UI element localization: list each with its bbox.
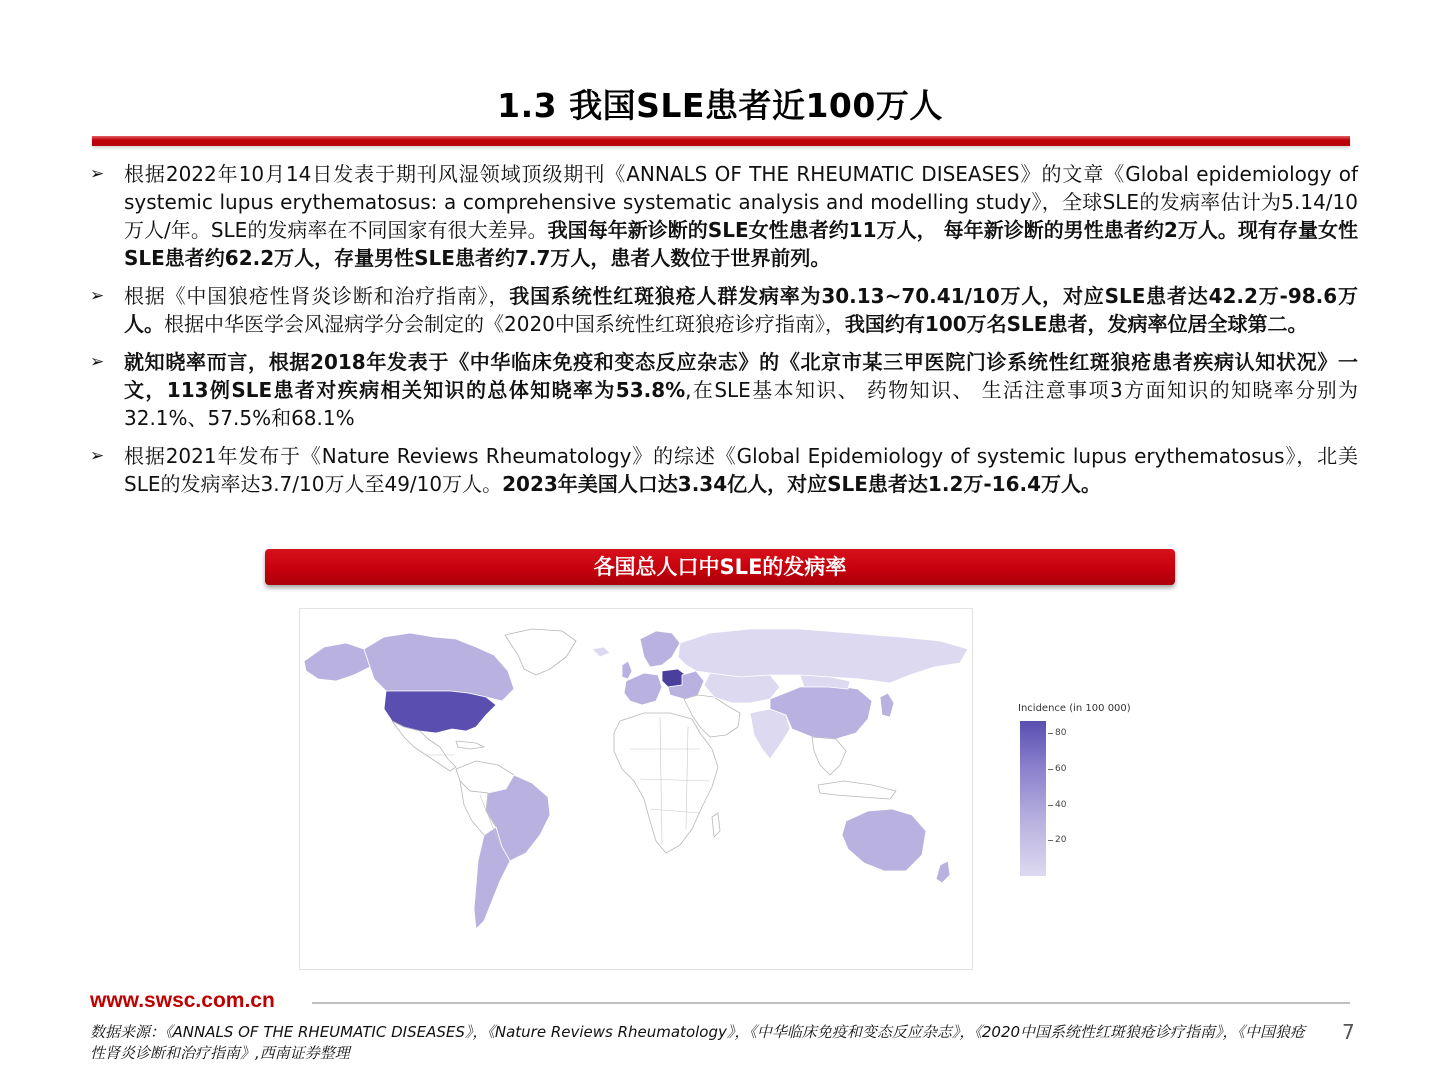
map-india: [750, 709, 790, 759]
legend-tick: [1048, 840, 1053, 841]
footer-divider: [312, 1002, 1350, 1004]
bullet-text-bold: 就知晓率而言，根据2018年发表于《中华临床免疫和变态反应杂志》的《北京市某三甲医院门诊系统性红斑狼疮患者疾病认知状况》一文，113例SLE患者对疾病相关知识的总体知晓率为53.8%: [124, 350, 1358, 402]
map-japan: [880, 693, 894, 717]
bullet-item: [90, 442, 1358, 498]
bullet-item: [90, 160, 1358, 272]
map-caribbean: [456, 741, 484, 749]
world-map: [299, 608, 973, 970]
bullet-arrow-icon: ➢: [90, 352, 105, 372]
page-number: 7: [1342, 1020, 1355, 1044]
map-madagascar: [712, 813, 720, 837]
map-new-zealand: [936, 861, 950, 883]
bullet-text-bold: 我国约有100万名SLE患者，发病率位居全球第二。: [844, 312, 1308, 336]
legend-title: Incidence (in 100 000): [1018, 703, 1131, 714]
bullet-arrow-icon: ➢: [90, 286, 105, 306]
legend-color-bar: [1020, 721, 1046, 876]
footer-source-note: 数据来源：《ANNALS OF THE RHEUMATIC DISEASES》，《Nature Reviews Rheumatology》，《中华临床免疫和变态反应杂志》，《2020中国系统性红斑狼疮诊疗指南》，《中国狼疮性肾炎诊断和治疗指南》,西南证券整理: [90, 1023, 1306, 1062]
map-indonesia: [818, 781, 896, 799]
bullet-item: [90, 348, 1358, 432]
bullet-text: 根据2022年10月14日发表于期刊风湿领域顶级期刊《ANNALS OF THE RHEUMATIC DISEASES》的文章《Global epidemiology of systemic lupus erythematosus: a comprehensive systematic analysis and modelling study》，全球SLE的发病率估计为5.14/10万人/年。SLE的发病率在不同国家有很大差异。: [124, 162, 1358, 242]
map-africa: [614, 713, 718, 853]
world-map-svg: [300, 609, 972, 969]
bullet-item: [90, 282, 1358, 338]
map-uk: [622, 661, 632, 679]
bullet-arrow-icon: ➢: [90, 164, 105, 184]
bullet-text-bold: 我国每年新诊断的SLE女性患者约11万人， 每年新诊断的男性患者约2万人。现有存量女性SLE患者约62.2万人，存量男性SLE患者约7.7万人，患者人数位于世界前列。: [124, 218, 1358, 270]
map-scandinavia: [640, 631, 680, 667]
legend-tick: [1048, 769, 1053, 770]
legend-tick-label: 40: [1055, 799, 1067, 810]
map-australia: [842, 809, 926, 871]
map-southeast-asia: [812, 737, 846, 775]
legend-tick-label: 60: [1055, 764, 1067, 775]
map-western-europe: [624, 673, 662, 705]
legend-tick-label: 20: [1055, 835, 1067, 846]
bullet-list: [90, 160, 1358, 508]
legend-tick: [1048, 805, 1053, 806]
title-divider: [92, 136, 1350, 146]
bullet-text: 根据2021年发布于《Nature Reviews Rheumatology》的综述《Global Epidemiology of systemic lupus erythematosus》，北美SLE的发病率达3.7/10万人至49/10万人。: [124, 444, 1358, 496]
footer-website-link[interactable]: www.swsc.com.cn: [90, 989, 275, 1012]
bullet-text-bold: 我国系统性红斑狼疮人群发病率为30.13~70.41/10万人，对应SLE患者达42.2万-98.6万人。: [124, 284, 1359, 336]
bullet-text: 根据《中国狼疮性肾炎诊断和治疗指南》，: [124, 284, 510, 308]
bullet-text-bold: 2023年美国人口达3.34亿人，对应SLE患者达1.2万-16.4万人。: [502, 472, 1102, 496]
bullet-text: 根据中华医学会风湿病学分会制定的《2020中国系统性红斑狼疮诊疗指南》，: [164, 312, 845, 336]
legend-tick-label: 80: [1055, 728, 1067, 739]
map-alaska: [304, 643, 370, 681]
legend-tick: [1048, 733, 1053, 734]
bullet-arrow-icon: ➢: [90, 446, 105, 466]
map-iceland: [592, 647, 610, 657]
map-legend: [1018, 703, 1158, 883]
page-title: 1.3 我国SLE患者近100万人: [497, 86, 943, 125]
bullet-text: ,在SLE基本知识、 药物知识、 生活注意事项3方面知识的知晓率分别为32.1%、57.5%和68.1%: [124, 378, 1358, 430]
figure-banner: 各国总人口中SLE的发病率: [265, 549, 1175, 585]
map-greenland: [505, 629, 576, 675]
